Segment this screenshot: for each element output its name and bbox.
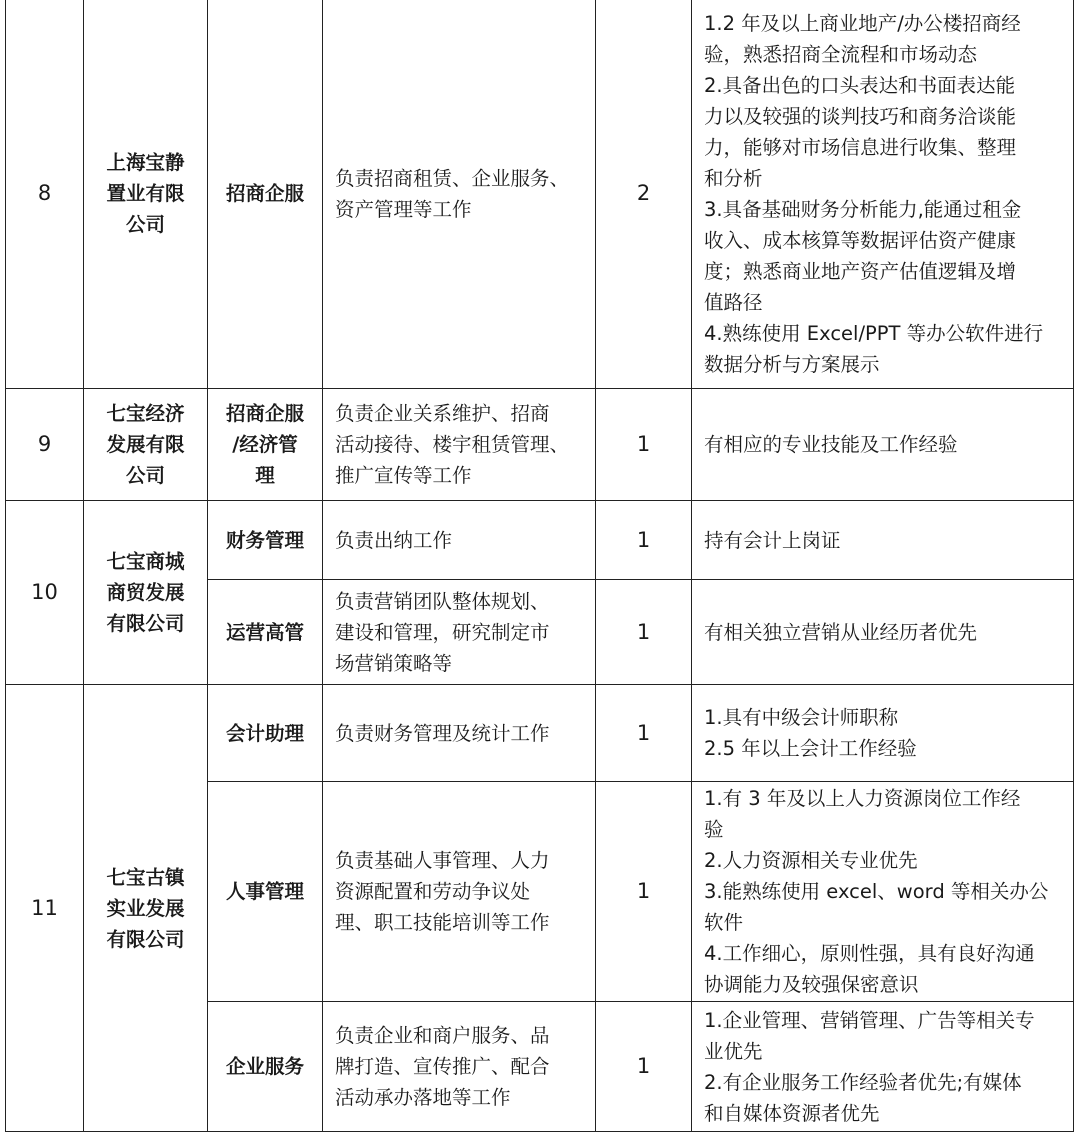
job-duty: 负责营销团队整体规划、 建设和管理，研究制定市 场营销策略等 [323,580,596,685]
job-duty: 负责出纳工作 [323,501,596,580]
job-duty: 负责财务管理及统计工作 [323,685,596,782]
company-name: 上海宝静 置业有限 公司 [84,0,208,389]
headcount: 1 [596,782,692,1002]
row-number: 8 [6,0,84,389]
job-requirements: 有相应的专业技能及工作经验 [692,389,1074,501]
headcount: 1 [596,501,692,580]
table-row [6,501,1074,580]
row-number: 9 [6,389,84,501]
job-duty: 负责企业和商户服务、品 牌打造、宣传推广、配合 活动承办落地等工作 [323,1002,596,1132]
job-requirements: 持有会计上岗证 [692,501,1074,580]
company-name: 七宝经济 发展有限 公司 [84,389,208,501]
job-requirements: 1.具有中级会计师职称 2.5 年以上会计工作经验 [692,685,1074,782]
table-row [6,685,1074,782]
position-title: 财务管理 [208,501,323,580]
position-title: 运营高管 [208,580,323,685]
position-title: 人事管理 [208,782,323,1002]
headcount: 1 [596,685,692,782]
job-requirements: 1.2 年及以上商业地产/办公楼招商经 验，熟悉招商全流程和市场动态 2.具备出色的口头表达和书面表达能 力以及较强的谈判技巧和商务洽谈能 力，能够对市场信息进行收集、整理 和分析 3.具备基础财务分析能力,能通过租金 收入、成本核算等数据评估资产健康 度；熟悉商业地产资产估值逻辑及增 值路径 4.熟练使用 Excel/PPT 等办公软件进行 数据分析与方案展示 [692,0,1074,389]
job-duty: 负责企业关系维护、招商 活动接待、楼宇租赁管理、 推广宣传等工作 [323,389,596,501]
position-title: 招商企服 [208,0,323,389]
job-requirements: 有相关独立营销从业经历者优先 [692,580,1074,685]
job-duty: 负责招商租赁、企业服务、 资产管理等工作 [323,0,596,389]
headcount: 1 [596,580,692,685]
company-name: 七宝商城 商贸发展 有限公司 [84,501,208,685]
positions-table [5,0,1074,1132]
position-title: 招商企服 /经济管 理 [208,389,323,501]
headcount: 1 [596,1002,692,1132]
position-title: 会计助理 [208,685,323,782]
headcount: 2 [596,0,692,389]
job-requirements: 1.企业管理、营销管理、广告等相关专 业优先 2.有企业服务工作经验者优先;有媒体 和自媒体资源者优先 [692,1002,1074,1132]
job-duty: 负责基础人事管理、人力 资源配置和劳动争议处 理、职工技能培训等工作 [323,782,596,1002]
job-requirements: 1.有 3 年及以上人力资源岗位工作经 验 2.人力资源相关专业优先 3.能熟练使用 excel、word 等相关办公 软件 4.工作细心，原则性强，具有良好沟通 协调能力及较强保密意识 [692,782,1074,1002]
table-row [6,389,1074,501]
company-name: 七宝古镇 实业发展 有限公司 [84,685,208,1132]
row-number: 11 [6,685,84,1132]
headcount: 1 [596,389,692,501]
table-row [6,0,1074,389]
row-number: 10 [6,501,84,685]
position-title: 企业服务 [208,1002,323,1132]
